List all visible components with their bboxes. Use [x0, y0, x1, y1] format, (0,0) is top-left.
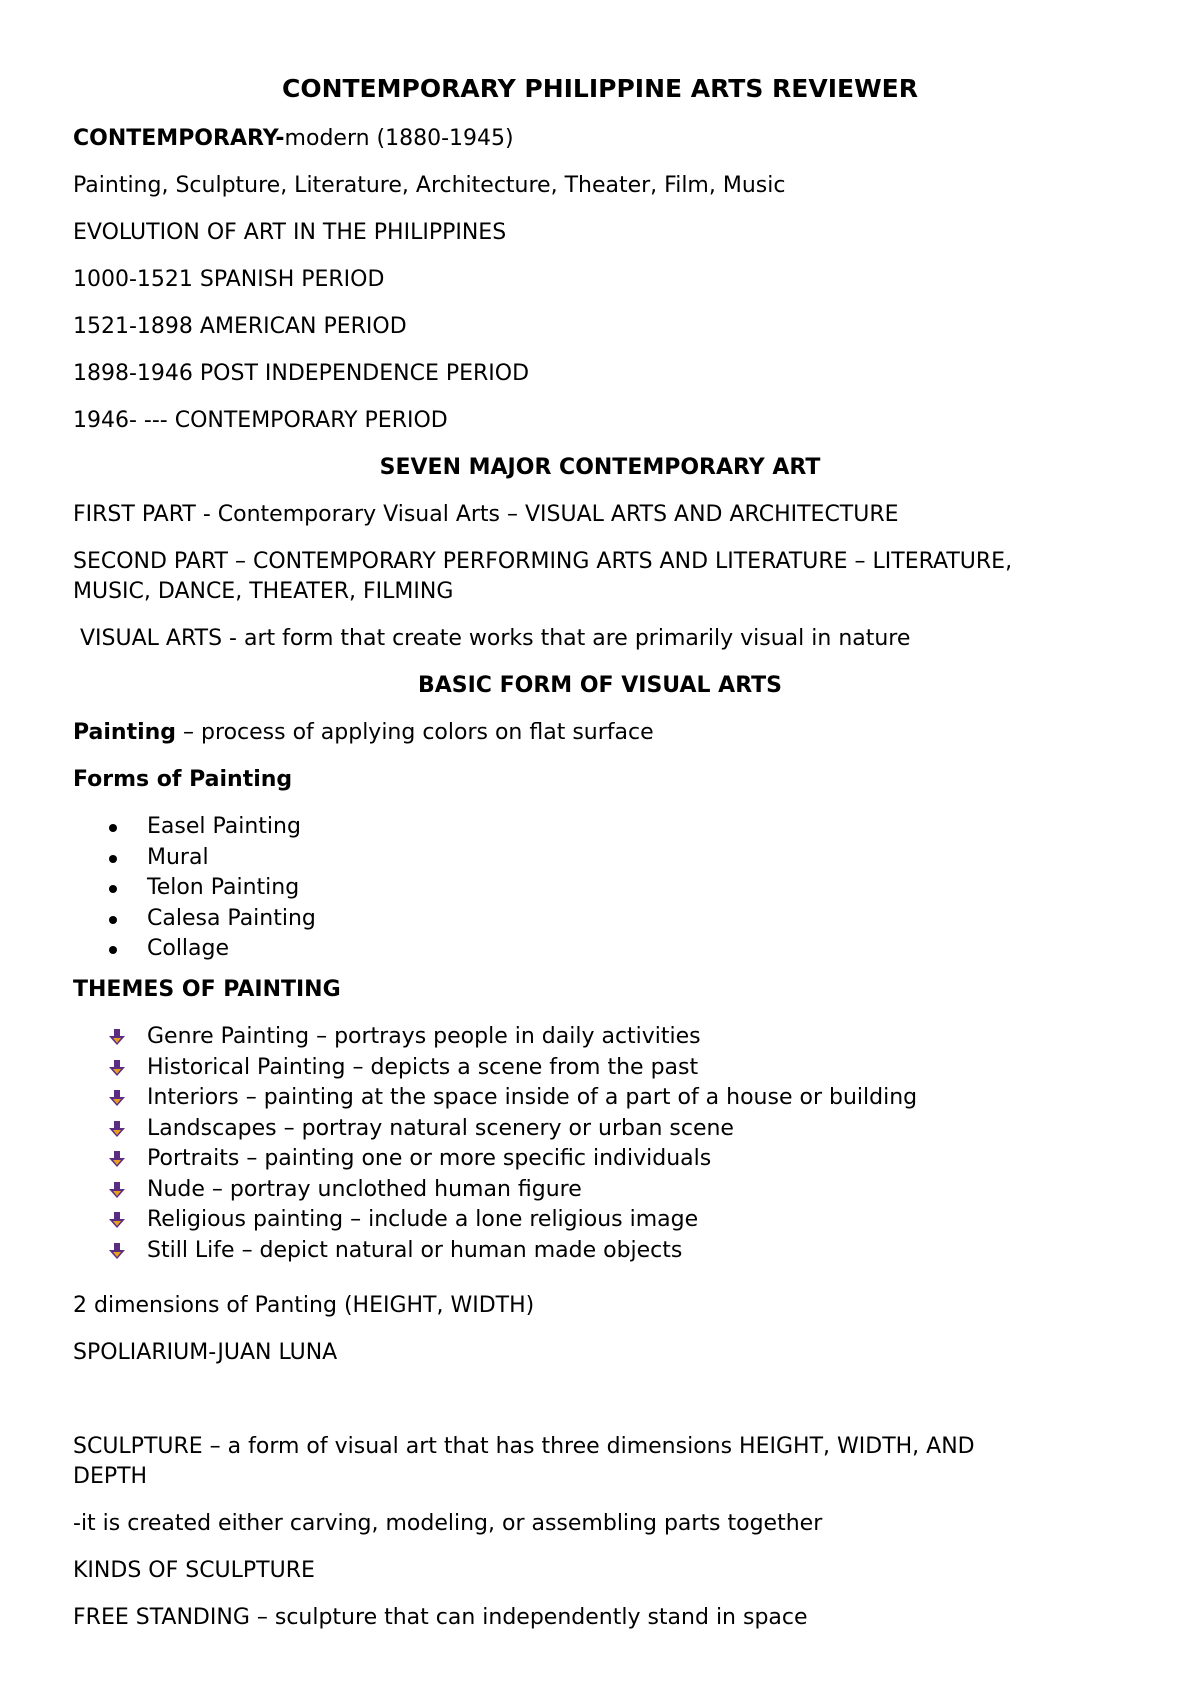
sculpture-line-2: DEPTH	[73, 1464, 148, 1489]
painting-term: Painting	[73, 720, 177, 745]
painting-definition	[73, 718, 654, 748]
page-title: CONTEMPORARY PHILIPPINE ARTS REVIEWER	[281, 74, 919, 103]
arrow-down-icon	[108, 1120, 126, 1138]
themes-heading: THEMES OF PAINTING	[73, 977, 341, 1002]
basic-form-heading: BASIC FORM OF VISUAL ARTS	[417, 673, 783, 698]
dimensions-line: 2 dimensions of Panting (HEIGHT, WIDTH)	[73, 1293, 535, 1318]
theme-item-label: Nude – portray unclothed human figure	[147, 1176, 582, 1202]
form-item-label: Telon Painting	[147, 875, 300, 900]
bullet-icon	[109, 855, 117, 863]
period-line: 1898-1946 POST INDEPENDENCE PERIOD	[73, 361, 530, 386]
kinds-heading: KINDS OF SCULPTURE	[73, 1558, 315, 1583]
second-part-line-1: SECOND PART – CONTEMPORARY PERFORMING ARTS AND LITERATURE – LITERATURE,	[73, 549, 1013, 574]
period-line: 1521-1898 AMERICAN PERIOD	[73, 314, 407, 339]
arrow-down-icon	[108, 1028, 126, 1046]
form-item-label: Easel Painting	[147, 814, 301, 839]
bullet-icon	[109, 946, 117, 954]
art-forms-line: Painting, Sculpture, Literature, Architecture, Theater, Film, Music	[73, 173, 786, 198]
theme-item-label: Portraits – painting one or more specific individuals	[147, 1146, 712, 1171]
bullet-icon	[109, 916, 117, 924]
seven-major-heading: SEVEN MAJOR CONTEMPORARY ART	[379, 455, 821, 480]
theme-item-label: Interiors – painting at the space inside of a part of a house or building	[147, 1085, 918, 1110]
theme-item-label: Still Life – depict natural or human made objects	[147, 1237, 683, 1263]
arrow-down-icon	[108, 1181, 126, 1199]
painting-def: – process of applying colors on flat surface	[176, 720, 654, 745]
theme-item-label: Religious painting – include a lone religious image	[147, 1207, 699, 1232]
theme-item-label: Landscapes – portray natural scenery or urban scene	[147, 1115, 734, 1141]
spoliarium-line: SPOLIARIUM-JUAN LUNA	[73, 1340, 338, 1365]
arrow-down-icon	[108, 1150, 126, 1168]
evolution-heading: EVOLUTION OF ART IN THE PHILIPPINES	[73, 220, 507, 245]
visual-arts-definition: VISUAL ARTS - art form that create works that are primarily visual in nature	[73, 626, 911, 651]
theme-item-label: Historical Painting – depicts a scene from the past	[147, 1054, 699, 1080]
bullet-icon	[109, 824, 117, 832]
sculpture-created-line: -it is created either carving, modeling, or assembling parts together	[73, 1511, 823, 1536]
forms-heading: Forms of Painting	[73, 767, 293, 792]
period-line: 1000-1521 SPANISH PERIOD	[73, 267, 385, 292]
arrow-down-icon	[108, 1089, 126, 1107]
bullet-icon	[109, 885, 117, 893]
period-line: 1946- --- CONTEMPORARY PERIOD	[73, 408, 448, 433]
first-part-line: FIRST PART - Contemporary Visual Arts – VISUAL ARTS AND ARCHITECTURE	[73, 502, 899, 527]
form-item-label: Mural	[147, 844, 209, 870]
form-item-label: Calesa Painting	[147, 905, 316, 931]
contemporary-definition	[73, 124, 514, 154]
contemporary-def: modern (1880-1945)	[284, 126, 514, 151]
form-item-label: Collage	[147, 936, 230, 961]
contemporary-term: CONTEMPORARY-	[73, 126, 285, 151]
arrow-down-icon	[108, 1059, 126, 1077]
arrow-down-icon	[108, 1211, 126, 1229]
second-part-line-2: MUSIC, DANCE, THEATER, FILMING	[73, 579, 454, 604]
sculpture-line-1: SCULPTURE – a form of visual art that has three dimensions HEIGHT, WIDTH, AND	[73, 1434, 975, 1459]
free-standing-line: FREE STANDING – sculpture that can independently stand in space	[73, 1605, 808, 1630]
arrow-down-icon	[108, 1242, 126, 1260]
theme-item-label: Genre Painting – portrays people in daily activities	[147, 1024, 701, 1049]
